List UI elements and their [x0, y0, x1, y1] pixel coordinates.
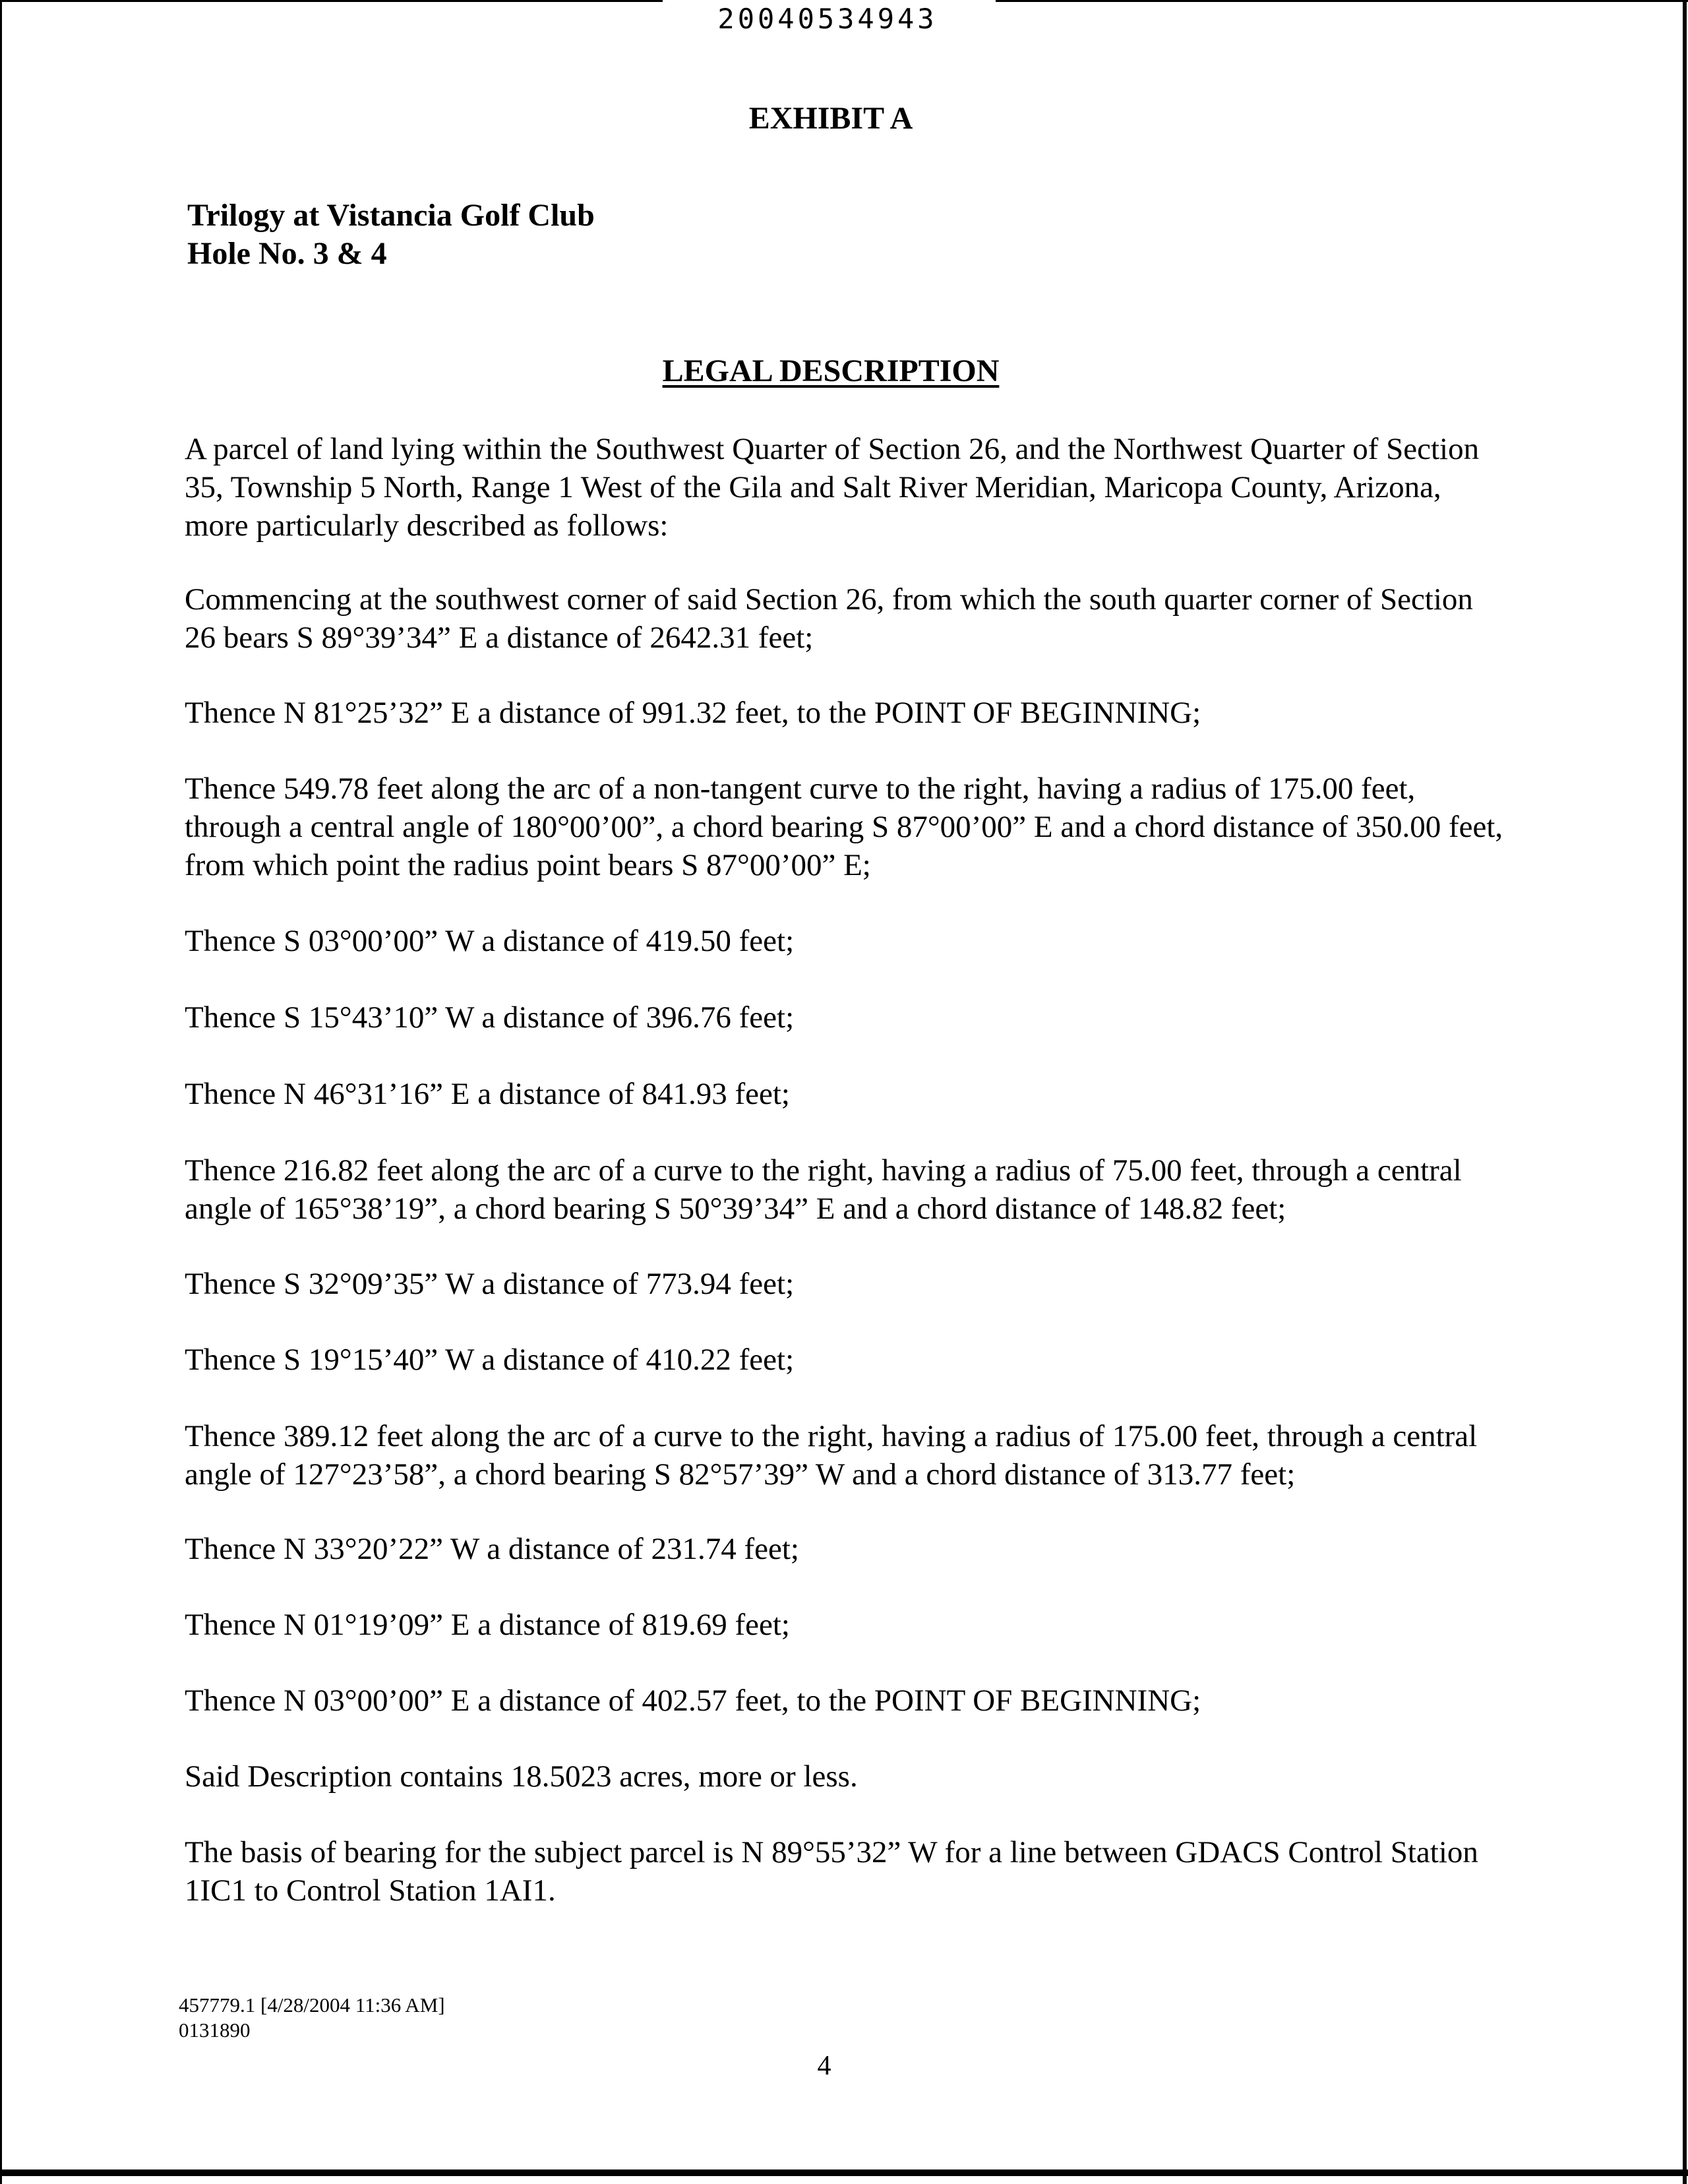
- page-number: 4: [817, 2051, 831, 2081]
- scan-border-bottom: [0, 2169, 1688, 2176]
- paragraph-course-9: Thence 389.12 feet along the arc of a curve to the right, having a radius of 175.00 feet, through a central angle of 127°23’58”, a chord bearing S 82°57’39” W and a chord distance of 313.77 feet;: [185, 1419, 1478, 1492]
- paragraph-course-6: Thence 216.82 feet along the arc of a curve to the right, having a radius of 75.00 feet, through a central angle of 165°38’19”, a chord bearing S 50°39’34” E and a chord distance of 148.82 feet;: [185, 1153, 1462, 1226]
- paragraph-course-5: Thence N 46°31’16” E a distance of 841.93 feet;: [185, 1077, 790, 1111]
- paragraph-course-3: Thence S 03°00’00” W a distance of 419.50 feet;: [185, 924, 795, 958]
- paragraph-parcel-location: A parcel of land lying within the Southwest Quarter of Section 26, and the Northwest Quarter of Section 35, Township 5 North, Range 1 West of the Gila and Salt River Meridian, Maricopa County, Arizona, more particularly described as follows:: [185, 432, 1480, 543]
- paragraph-course-10: Thence N 33°20’22” W a distance of 231.74 feet;: [185, 1532, 799, 1566]
- club-name: Trilogy at Vistancia Golf Club: [187, 198, 595, 233]
- recording-number: 20040534943: [717, 3, 938, 35]
- hole-label: Hole No. 3 & 4: [187, 236, 387, 271]
- club-heading-block: [187, 197, 595, 273]
- exhibit-title: EXHIBIT A: [748, 101, 913, 136]
- scan-border-right: [1683, 0, 1687, 2184]
- legal-description-title: LEGAL DESCRIPTION: [662, 353, 1000, 388]
- paragraph-course-11: Thence N 01°19’09” E a distance of 819.69 feet;: [185, 1608, 790, 1642]
- footer-matter-number: 0131890: [179, 2018, 251, 2042]
- paragraph-commencing: Commencing at the southwest corner of said Section 26, from which the south quarter corner of Section 26 bears S 89°39’34” E a distance of 2642.31 feet;: [185, 582, 1473, 655]
- footer-doc-id: 457779.1 [4/28/2004 11:36 AM]: [179, 1993, 445, 2017]
- paragraph-course-8: Thence S 19°15’40” W a distance of 410.22 feet;: [185, 1343, 795, 1377]
- paragraph-course-4: Thence S 15°43’10” W a distance of 396.76 feet;: [185, 1000, 795, 1035]
- scan-border-top-left: [0, 0, 663, 2]
- paragraph-course-12: Thence N 03°00’00” E a distance of 402.57 feet, to the POINT OF BEGINNING;: [185, 1684, 1201, 1718]
- paragraph-course-1: Thence N 81°25’32” E a distance of 991.32 feet, to the POINT OF BEGINNING;: [185, 696, 1201, 730]
- scan-border-left: [0, 0, 2, 2184]
- paragraph-basis-of-bearing: The basis of bearing for the subject parcel is N 89°55’32” W for a line between GDACS Control Station 1IC1 to Control Station 1AI1.: [185, 1835, 1478, 1908]
- paragraph-course-2: Thence 549.78 feet along the arc of a non-tangent curve to the right, having a radius of 175.00 feet, through a central angle of 180°00’00”, a chord bearing S 87°00’00” E and a chord distance of 350.00 feet, from which point the radius point bears S 87°00’00” E;: [185, 772, 1503, 882]
- scan-border-top-right: [996, 0, 1688, 2]
- footer-reference: [179, 1993, 445, 2043]
- paragraph-acreage: Said Description contains 18.5023 acres, more or less.: [185, 1759, 858, 1794]
- paragraph-course-7: Thence S 32°09’35” W a distance of 773.94 feet;: [185, 1267, 795, 1301]
